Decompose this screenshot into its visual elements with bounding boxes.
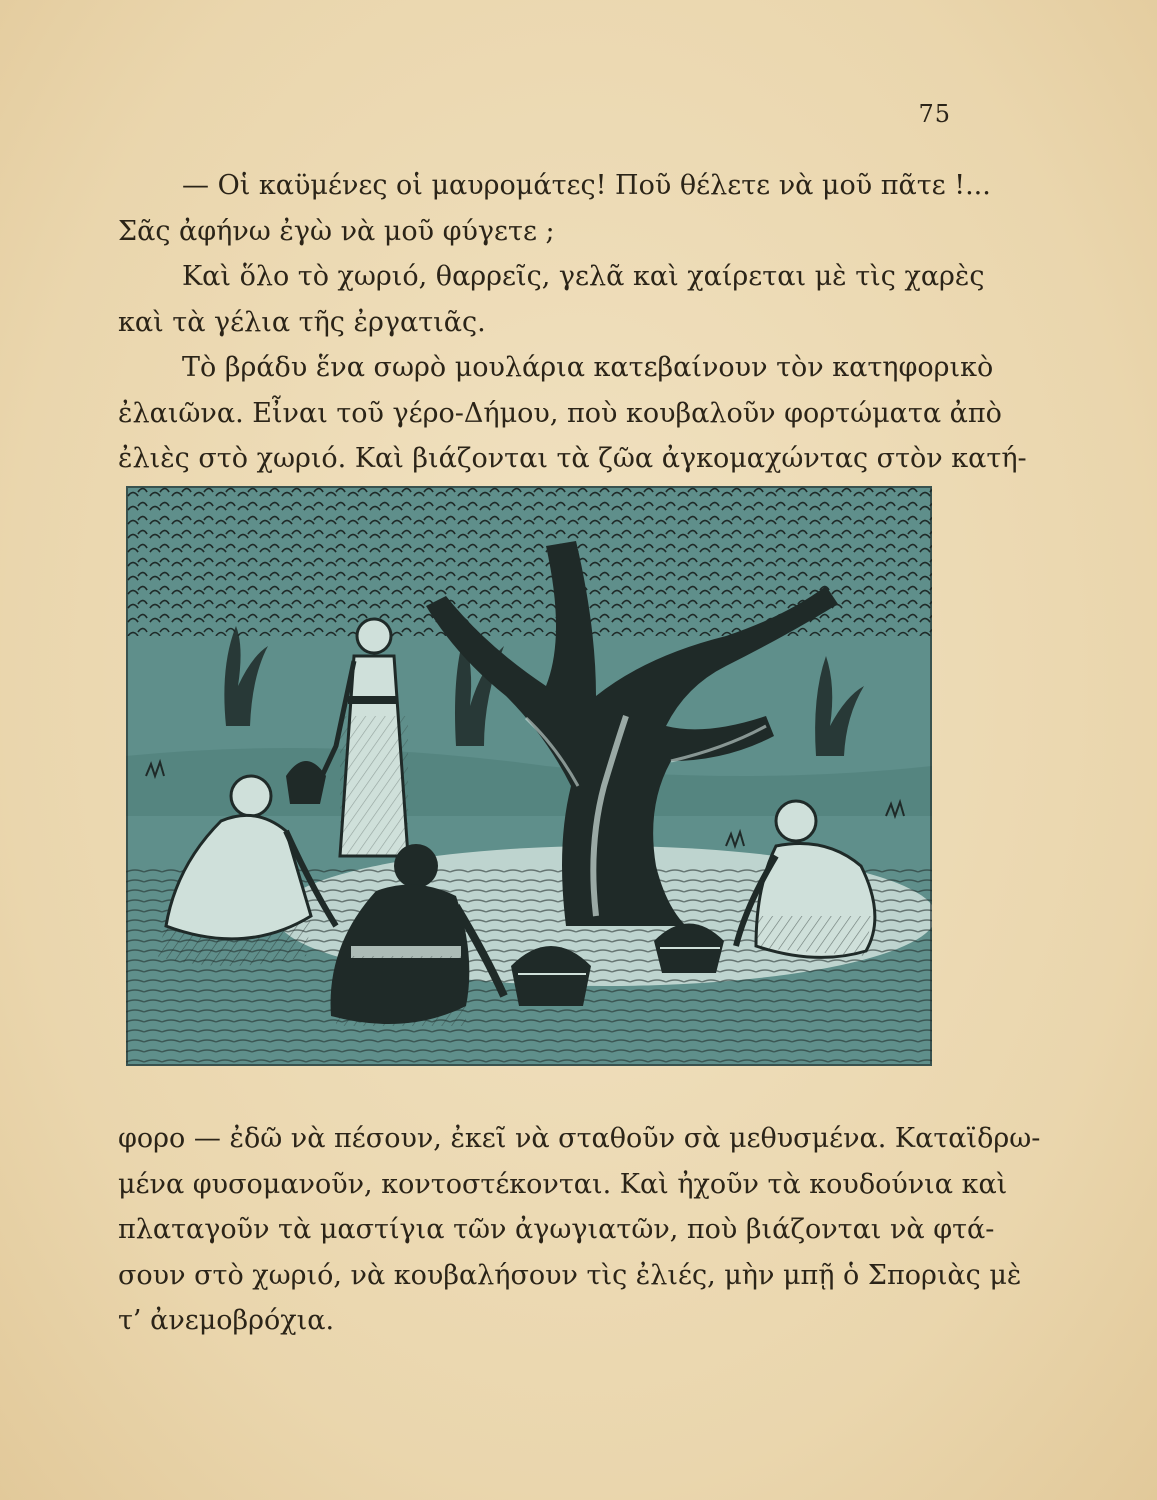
text-line: Καὶ ὅλο τὸ χωριό, θαρρεῖς, γελᾶ καὶ χαίρεται μὲ τὶς χαρὲς [182,261,985,292]
text-line: πλαταγοῦν τὰ μαστίγια τῶν ἀγωγιατῶν, ποὺ βιάζονται νὰ φτά- [118,1214,995,1245]
text-line: — Οἱ καϋμένες οἱ μαυρομάτες! Ποῦ θέλετε νὰ μοῦ πᾶτε !... [182,170,991,201]
text-line: τ’ ἀνεμοβρόχια. [118,1305,335,1336]
text-line: ἐλιὲς στὸ χωριό. Καὶ βιάζονται τὰ ζῶα ἀγκομαχώντας στὸν κατή- [118,443,1027,474]
text-line: Τὸ βράδυ ἕνα σωρὸ μουλάρια κατεβαίνουν τὸν κατηφορικὸ [182,352,994,383]
paragraph-evening [118,345,1027,482]
text-line: Σᾶς ἀφήνω ἐγὼ νὰ μοῦ φύγετε ; [118,215,555,247]
paragraph-village [118,254,985,345]
bottom-text-block [118,1116,1041,1344]
top-text-block [118,163,1027,482]
text-line: μένα φυσομανοῦν, κοντοστέκονται. Καὶ ἠχοῦν τὰ κουδούνια καὶ [118,1168,1008,1200]
paragraph-dialogue [118,163,991,254]
text-line: σουν στὸ χωριό, νὰ κουβαλήσουν τὶς ἐλιές, μὴν μπῇ ὁ Σποριὰς μὲ [118,1259,1022,1291]
text-line: καὶ τὰ γέλια τῆς ἐργατιᾶς. [118,306,486,338]
paragraph-mules [118,1116,1041,1344]
text-line: ἐλαιῶνα. Εἶναι τοῦ γέρο-Δήμου, ποὺ κουβαλοῦν φορτώματα ἀπὸ [118,397,1002,429]
woodcut-illustration [126,486,932,1066]
text-line: φορο — ἐδῶ νὰ πέσουν, ἐκεῖ νὰ σταθοῦν σὰ μεθυσμένα. Καταϊδρω- [118,1123,1041,1154]
olive-harvest-woodcut [126,486,932,1066]
page-number: 75 [918,100,951,128]
